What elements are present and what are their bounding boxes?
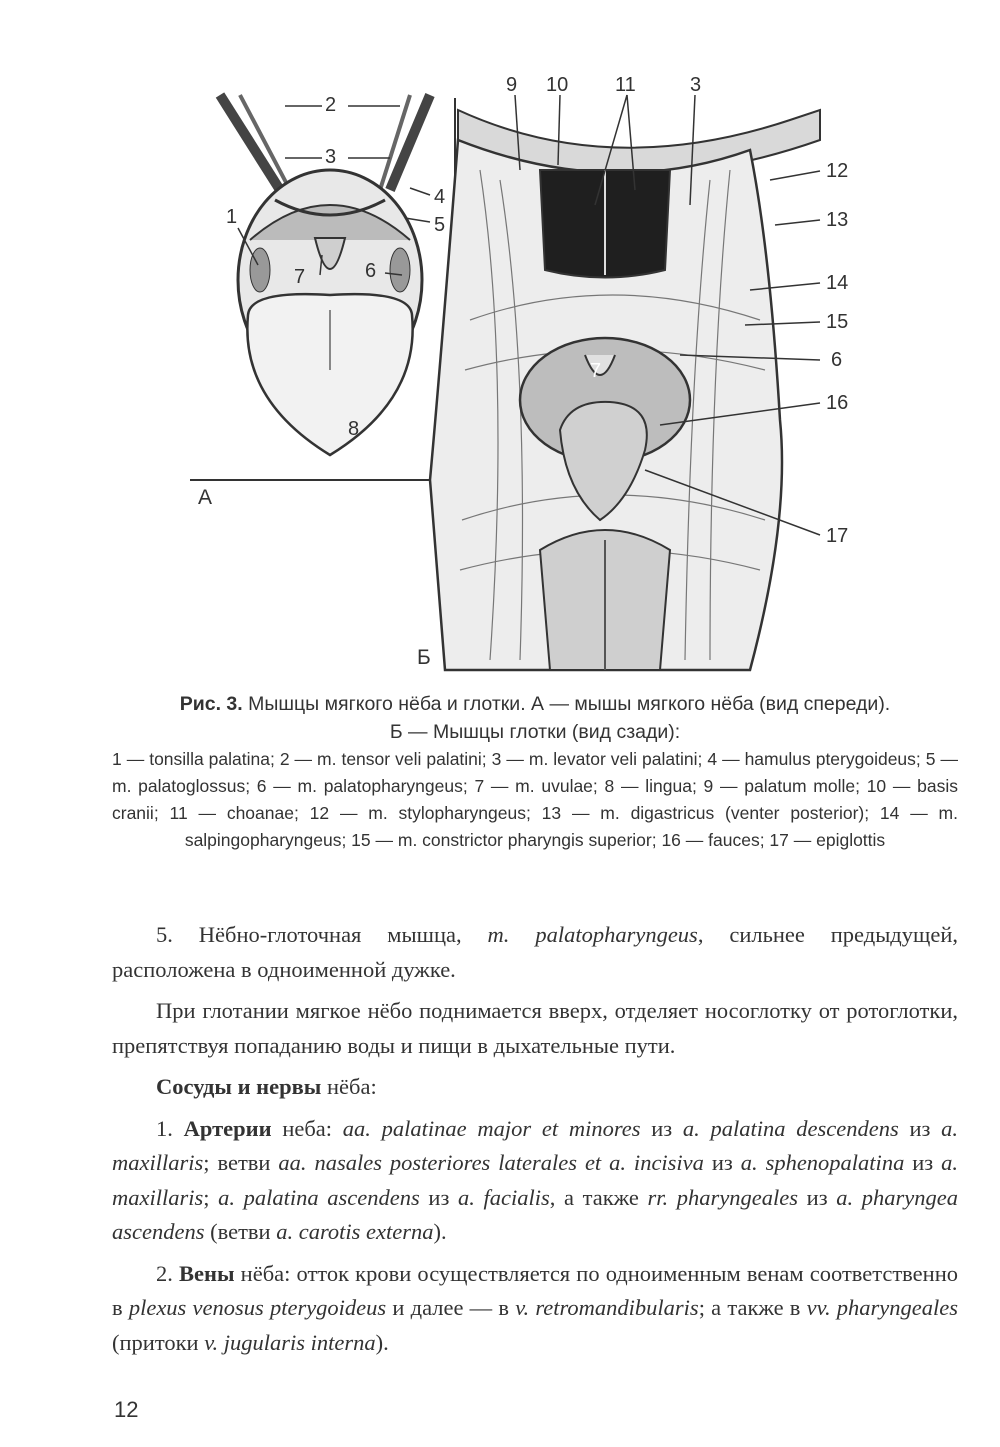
- figure-caption: [112, 690, 958, 854]
- label-6b: 6: [831, 349, 843, 371]
- label-16: 16: [826, 392, 849, 414]
- label-17: 17: [826, 525, 849, 547]
- label-7: 7: [294, 266, 306, 288]
- label-4: 4: [434, 186, 446, 208]
- body-text: [112, 918, 958, 1367]
- caption-fig-label: Рис. 3.: [179, 693, 243, 715]
- panel-b-letter: Б: [417, 646, 431, 669]
- paragraph-1: 5. Нёбно-глоточная мышца, m. palatopharyngeus, сильнее предыдущей, расположена в одноименной дужке.: [112, 922, 958, 982]
- paragraph-5: 2. Вены нёба: отток крови осуществляется по одноименным венам соответственно в plexus venosus pterygoideus и далее — в v. retromandibularis; а также в vv. pharyngeales (притоки v. jugularis interna).: [112, 1260, 958, 1355]
- label-9: 9: [506, 74, 518, 96]
- caption-title-line1: Мышцы мягкого нёба и глотки. А — мышы мягкого нёба (вид спереди).: [242, 693, 891, 715]
- label-7b: 7: [590, 360, 602, 382]
- anatomy-figure: [190, 70, 880, 680]
- label-15: 15: [826, 311, 849, 333]
- label-14: 14: [826, 272, 849, 294]
- paragraph-3: Сосуды и нервы нёба:: [156, 1074, 377, 1099]
- label-3: 3: [325, 146, 337, 168]
- paragraph-2: При глотании мягкое нёбо поднимается вверх, отделяет носоглотку от ротоглотки, препятствуя попаданию воды и пищи в дыхательные пути.: [112, 998, 958, 1058]
- anatomy-illustration: [190, 70, 880, 680]
- label-10: 10: [546, 74, 569, 96]
- label-5: 5: [434, 214, 446, 236]
- label-13: 13: [826, 209, 849, 231]
- panel-a-letter: А: [198, 486, 213, 509]
- label-6: 6: [365, 260, 377, 282]
- label-8: 8: [348, 418, 360, 440]
- label-11: 11: [615, 74, 636, 96]
- paragraph-4: 1. Артерии неба: aa. palatinae major et minores из a. palatina descendens из a. maxillaris; ветви aa. nasales posteriores laterales et a. incisiva из a. sphenopalatina из a. maxillaris; a. palatina ascendens из a. facialis, а также rr. pharyngeales из a. pharyngea ascendens (ветви a. carotis externa).: [112, 1115, 959, 1244]
- caption-legend: 1 — tonsilla palatina; 2 — m. tensor veli palatini; 3 — m. levator veli palatini; 4 — hamulus pterygoideus; 5 — m. palatoglossus; 6 — m. palatopharyngeus; 7 — m. uvulae; 8 — lingua; 9 — palatum molle; 10 — basis cranii; 11 — choanae; 12 — m. stylopharyngeus; 13 — m. digastricus (venter posterior); 14 — m. salpingopharyngeus; 15 — m. constrictor pharyngis superior; 16 — fauces; 17 — epiglottis: [112, 749, 958, 850]
- label-12: 12: [826, 160, 849, 182]
- label-2: 2: [325, 94, 337, 116]
- caption-title-line2: Б — Мышцы глотки (вид сзади):: [389, 721, 681, 743]
- caption-title: [112, 690, 958, 746]
- label-3b: 3: [690, 74, 702, 96]
- label-1: 1: [226, 206, 238, 228]
- page-number: 12: [114, 1397, 139, 1422]
